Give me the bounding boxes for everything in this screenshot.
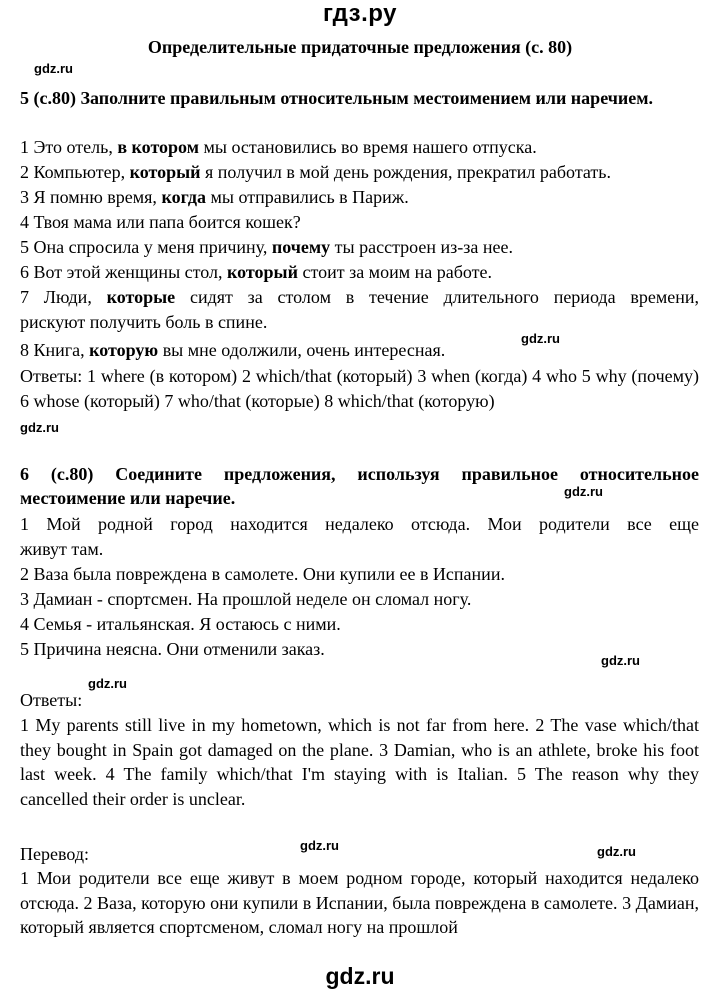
ex6-heading: 6 (с.80) Соедините предложения, используя правильное относительное местоимение или наречие. bbox=[20, 464, 699, 508]
ex6-item-3: 3 Дамиан - спортсмен. На прошлой неделе он сломал ногу. bbox=[20, 589, 472, 609]
ex6-item-5: 5 Причина неясна. Они отменили заказ. bbox=[20, 639, 325, 659]
ex5-heading: 5 (с.80) Заполните правильным относительным местоимением или наречием. bbox=[20, 88, 654, 108]
site-footer: gdz.ru bbox=[325, 963, 395, 989]
ex5-item-4: 4 Твоя мама или папа боится кошек? bbox=[20, 212, 301, 232]
watermark: gdz.ru bbox=[521, 331, 560, 346]
ex5-item-3: 3 Я помню время, когда мы отправились в Париж. bbox=[20, 187, 409, 207]
watermark: gdz.ru bbox=[34, 61, 73, 76]
ex6-answers: 1 My parents still live in my hometown, which is not far from here. 2 The vase which/that they bought in Spain got damaged on the plane. 3 Damian, who is an athlete, broke his foot last week. 4 The family which/that I'm staying with is Italian. 5 The reason why they cancelled their order is unclear. bbox=[20, 715, 699, 809]
translation-label: Перевод: bbox=[20, 844, 89, 864]
ex5-item-6: 6 Вот этой женщины стол, который стоит за моим на работе. bbox=[20, 262, 492, 282]
ex5-item-7-cont: рискуют получить боль в спине. bbox=[20, 312, 268, 332]
ex6-item-4: 4 Семья - итальянская. Я остаюсь с ними. bbox=[20, 614, 341, 634]
translation-text: 1 Мои родители все еще живут в моем родном городе, который находится недалеко отсюда. 2 Ваза, которую они купили в Испании, была повреждена в самолете. 3 Дамиан, который является спортсменом, сломал ногу на прошлой bbox=[20, 868, 699, 937]
ex5-item-7: 7 Люди, которые сидят за столом в течение длительного периода времени, bbox=[20, 287, 699, 307]
ex6-item-2: 2 Ваза была повреждена в самолете. Они купили ее в Испании. bbox=[20, 564, 505, 584]
ex5-item-8: 8 Книга, которую вы мне одолжили, очень интересная. bbox=[20, 340, 446, 360]
watermark: gdz.ru bbox=[564, 484, 603, 499]
watermark: gdz.ru bbox=[597, 844, 636, 859]
ex5-answers: Ответы: 1 where (в котором) 2 which/that (который) 3 when (когда) 4 who 5 why (почему) 6 whose (который) 7 who/that (которые) 8 which/that (которую) bbox=[20, 366, 699, 411]
watermark: gdz.ru bbox=[88, 676, 127, 691]
watermark: gdz.ru bbox=[601, 653, 640, 668]
ex6-item-1: 1 Мой родной город находится недалеко отсюда. Мои родители все еще bbox=[20, 514, 699, 534]
watermark: gdz.ru bbox=[300, 838, 339, 853]
ex6-item-1-cont: живут там. bbox=[20, 539, 104, 559]
ex5-item-1: 1 Это отель, в котором мы остановились во время нашего отпуска. bbox=[20, 137, 537, 157]
ex5-item-2: 2 Компьютер, который я получил в мой день рождения, прекратил работать. bbox=[20, 162, 611, 182]
page-title: Определительные придаточные предложения (с. 80) bbox=[147, 37, 573, 57]
watermark: gdz.ru bbox=[20, 420, 59, 435]
ex6-answers-label: Ответы: bbox=[20, 690, 83, 710]
site-header: гдз.ру bbox=[323, 0, 397, 27]
ex5-item-5: 5 Она спросила у меня причину, почему ты расстроен из-за нее. bbox=[20, 237, 513, 257]
